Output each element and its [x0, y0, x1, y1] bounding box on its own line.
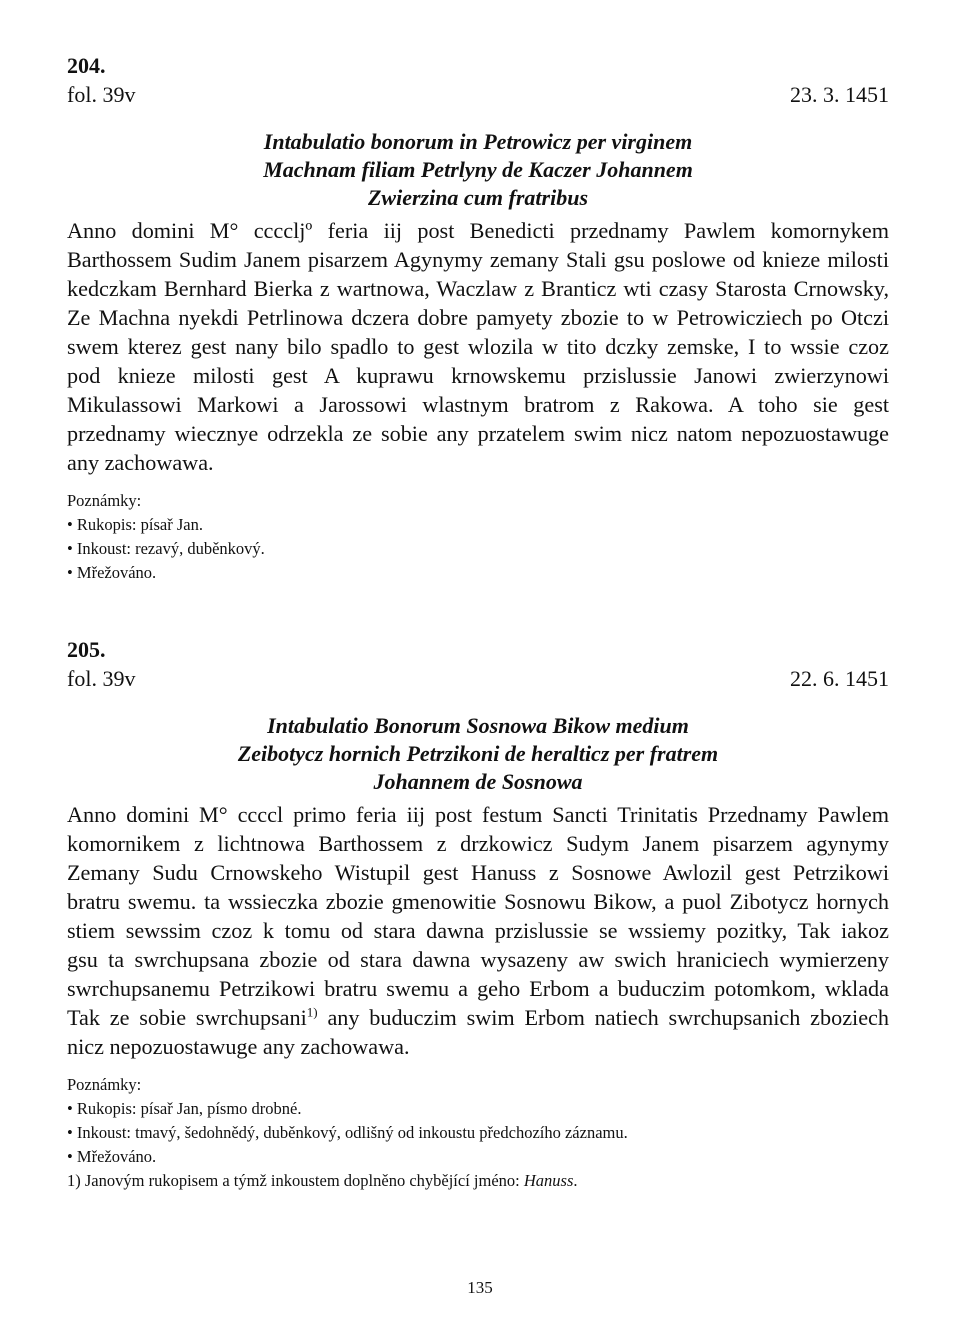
folio-row: [67, 80, 889, 110]
note-item: • Mřežováno.: [67, 1147, 157, 1166]
folio-row: [67, 664, 889, 694]
entry-body: [67, 216, 889, 477]
note-item: • Rukopis: písař Jan.: [67, 515, 203, 534]
note-item: • Inkoust: tmavý, šedohnědý, duběnkový, odlišný od inkoustu předchozího záznamu.: [67, 1123, 628, 1142]
body-line: bratru swemu. ta wssieczka zbozie gmenowitie Sosnowu Bikow, a puol Zibotycz hornych: [67, 889, 889, 914]
body-line: komornikem z lichtnowa Barthossem z drzkowicz Sudym Janem pisarzem agynymy: [67, 831, 889, 856]
body-line: pod knieze milosti gest A kuprawu krnowskemu przislussie Janowi zwierzynowi: [67, 363, 889, 388]
body-line: gsu ta swrchupsana zbozie od stara dawna wysazeny aw swich hraniciech wymierzeny: [67, 947, 889, 972]
entry-title: [67, 712, 889, 796]
body-line: Ze Machna nyekdi Petrlinowa dczera dobre pamyety zbozie to w Petrowicziech po Otczi: [67, 305, 889, 330]
footnote: [67, 1169, 889, 1193]
body-line: Anno domini M° ccccl primo feria iij post festum Sancti Trinitatis Przednamy Pawlem: [67, 802, 889, 827]
body-line: przednamy wiecznye odrzekla ze sobie any przatelem swim nicz natom nepozuostawuge: [67, 421, 889, 446]
body-line: kedczkam Bernhard Bierka z wartnowa, Waczlaw z Branticz wti czasy Starosta Crnowsky,: [67, 276, 889, 301]
body-line: nicz nepozuostawuge any zachowawa.: [67, 1034, 410, 1059]
entry-title: [67, 128, 889, 212]
body-line: swem kterez gest nany bilo spadlo to gest wlozila w tito dczky zemske, I to wssie czoz: [67, 334, 889, 359]
entry-date: 23. 3. 1451: [790, 82, 889, 107]
body-line: Mikulassowi Markowi a Jarossowi wlastnym bratrom z Rakowa. A toho sie gest: [67, 392, 889, 417]
notes-heading: Poznámky:: [67, 491, 142, 510]
notes: [67, 1073, 889, 1193]
title-line: Intabulatio bonorum in Petrowicz per virginem: [263, 129, 693, 154]
entry-date: 22. 6. 1451: [790, 666, 889, 691]
body-line: Barthossem Sudim Janem pisarzem Agynymy zemany Stali gsu poslowe od knieze milosti: [67, 247, 889, 272]
title-line: Zeibotycz hornich Petrzikoni de heralticz per fratrem: [237, 741, 719, 766]
note-item: • Inkoust: rezavý, duběnkový.: [67, 539, 265, 558]
body-line: Anno domini M° ccccljº feria iij post Benedicti przednamy Pawlem komornykem: [67, 218, 889, 243]
body-text: Tak ze sobie swrchupsani: [67, 1005, 307, 1030]
footnote-name: Hanuss: [523, 1171, 574, 1190]
notes-heading: Poznámky:: [67, 1075, 142, 1094]
footnote-text: 1) Janovým rukopisem a týmž inkoustem doplněno chybějící jméno:: [67, 1171, 524, 1190]
entry-number: 204.: [67, 53, 106, 78]
notes: [67, 489, 889, 585]
folio: fol. 39v: [67, 82, 136, 107]
entry-205: [67, 636, 889, 1193]
note-item: • Mřežováno.: [67, 563, 157, 582]
folio: fol. 39v: [67, 666, 136, 691]
body-line-with-footnote: [67, 1003, 889, 1032]
body-line: Zemany Sudu Crnowskeho Wistupil gest Hanuss z Sosnowe Awlozil gest Petrzikowi: [67, 860, 889, 885]
title-line: Machnam filiam Petrlyny de Kaczer Johannem: [263, 157, 693, 182]
entry-204: [67, 52, 889, 585]
body-line: swrchupsanemu Petrzikowi bratru swemu a geho Erbom a buduczim potomkom, wklada: [67, 976, 889, 1001]
entry-number: 205.: [67, 637, 106, 662]
footnote-marker: 1): [306, 1004, 318, 1020]
entry-body: [67, 800, 889, 1061]
title-line: Zwierzina cum fratribus: [367, 185, 589, 210]
body-text: any buduczim swim Erbom natiech swrchupsanich zboziech: [317, 1005, 889, 1030]
title-line: Johannem de Sosnowa: [373, 769, 583, 794]
body-line: any zachowawa.: [67, 450, 214, 475]
footnote-end: .: [573, 1171, 578, 1190]
body-line: stiem sewssim czoz k tomu od stara dawna przislussie se wssiemy pozitky, Tak iakoz: [67, 918, 889, 943]
note-item: • Rukopis: písař Jan, písmo drobné.: [67, 1099, 302, 1118]
title-line: Intabulatio Bonorum Sosnowa Bikow medium: [267, 713, 689, 738]
page-number: 135: [467, 1278, 493, 1297]
